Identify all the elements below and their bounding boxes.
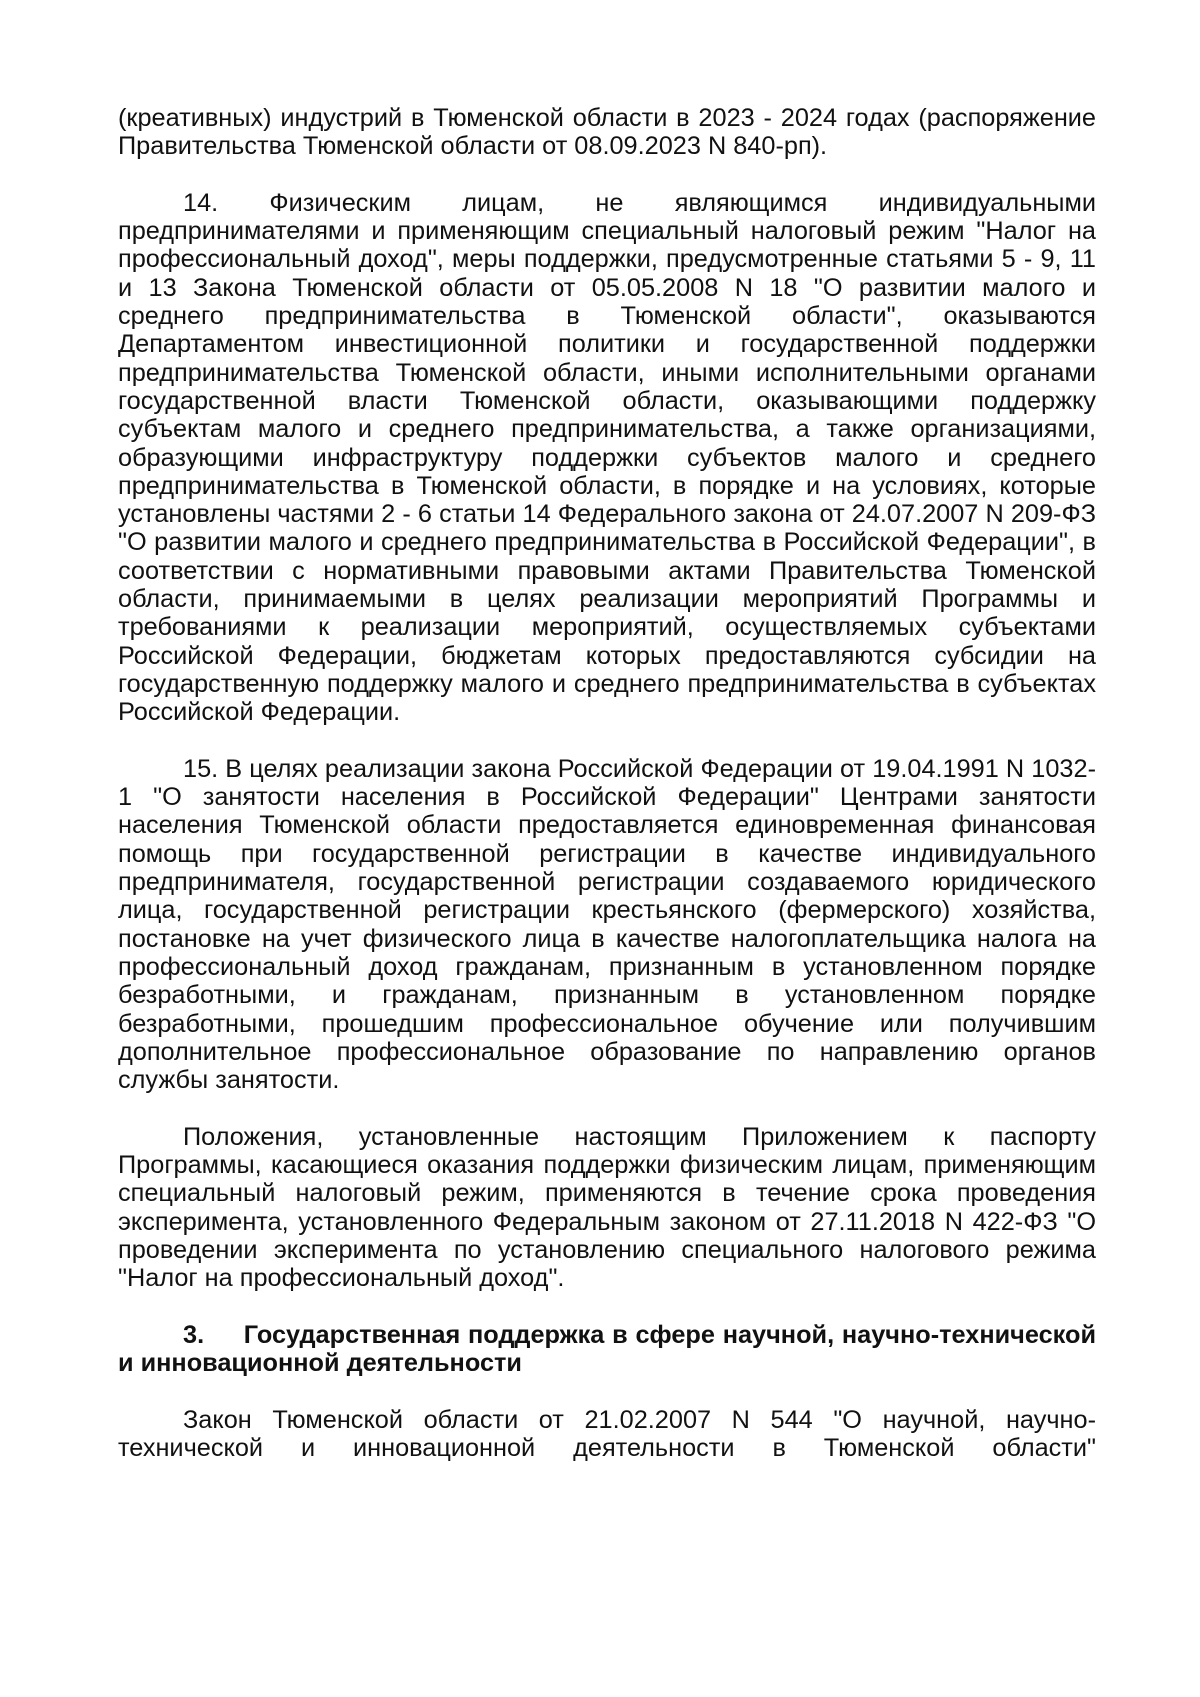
section-heading [118, 1321, 1096, 1378]
paragraph-14: 14. Физическим лицам, не являющимся индивидуальными предпринимателями и применяющим специальный налоговый режим "Налог на профессиональный доход", меры поддержки, предусмотренные статьями 5 - 9, 11 и 13 Закона Тюменской области от 05.05.2008 N 18 "О развитии малого и среднего предпринимательства в Тюменской области", оказываются Департаментом инвестиционной политики и государственной поддержки предпринимательства Тюменской области, иными исполнительными органами государственной власти Тюменской области, оказывающими поддержку субъектам малого и среднего предпринимательства, а также организациями, образующими инфраструктуру поддержки субъектов малого и среднего предпринимательства в Тюменской области, в порядке и на условиях, которые установлены частями 2 - 6 статьи 14 Федерального закона от 24.07.2007 N 209-ФЗ "О развитии малого и среднего предпринимательства в Российской Федерации", в соответствии с нормативными правовыми актами Правительства Тюменской области, принимаемыми в целях реализации мероприятий Программы и требованиями к реализации мероприятий, осуществляемых субъектами Российской Федерации, бюджетам которых предоставляются субсидии на государственную поддержку малого и среднего предпринимательства в субъектах Российской Федерации. [118, 188, 1096, 727]
document-page [118, 104, 1096, 1462]
paragraph-continuation: (креативных) индустрий в Тюменской области в 2023 - 2024 годах (распоряжение Правительства Тюменской области от 08.09.2023 N 840-рп). [118, 104, 1096, 161]
section-title: Государственная поддержка в сфере научной, научно-технической и инновационной деятельности [118, 1320, 1096, 1378]
paragraph-provisions: Положения, установленные настоящим Приложением к паспорту Программы, касающиеся оказания поддержки физическим лицам, применяющим специальный налоговый режим, применяются в течение срока проведения эксперимента, установленного Федеральным законом от 27.11.2018 N 422-ФЗ "О проведении эксперимента по установлению специального налогового режима "Налог на профессиональный доход". [118, 1122, 1096, 1293]
paragraph-law-544: Закон Тюменской области от 21.02.2007 N 544 "О научной, научно-технической и инновационной деятельности в Тюменской области" [118, 1405, 1096, 1462]
section-number: 3. [183, 1320, 205, 1349]
paragraph-15: 15. В целях реализации закона Российской Федерации от 19.04.1991 N 1032-1 "О занятости населения в Российской Федерации" Центрами занятости населения Тюменской области предоставляется единовременная финансовая помощь при государственной регистрации в качестве индивидуального предпринимателя, государственной регистрации создаваемого юридического лица, государственной регистрации крестьянского (фермерского) хозяйства, постановке на учет физического лица в качестве налогоплательщика налога на профессиональный доход гражданам, признанным в установленном порядке безработными, и гражданам, признанным в установленном порядке безработными, прошедшим профессиональное обучение или получившим дополнительное профессиональное образование по направлению органов службы занятости. [118, 754, 1096, 1095]
